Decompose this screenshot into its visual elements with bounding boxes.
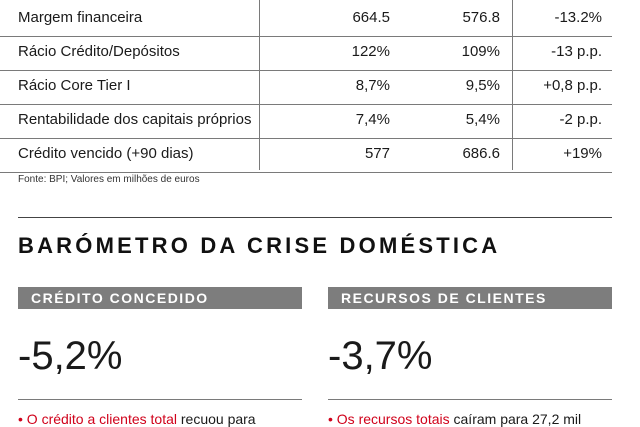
row-value-1: 8,7% bbox=[355, 77, 390, 94]
row-label: Margem financeira bbox=[18, 9, 143, 26]
panel-highlight: Os recursos totais bbox=[336, 411, 450, 427]
panel-credito-concedido bbox=[18, 287, 302, 427]
row-value-1: 122% bbox=[351, 43, 390, 60]
row-value-2: 686.6 bbox=[462, 145, 500, 162]
row-change: -2 p.p. bbox=[559, 111, 602, 128]
source-note: Fonte: BPI; Valores em milhões de euros bbox=[18, 174, 200, 185]
row-label: Rácio Core Tier I bbox=[18, 77, 131, 94]
panel-divider bbox=[18, 399, 302, 400]
row-change: -13 p.p. bbox=[551, 43, 602, 60]
table-row bbox=[0, 68, 612, 105]
bullet-icon: • bbox=[328, 411, 333, 427]
section-divider bbox=[18, 217, 612, 218]
panel-header: RECURSOS DE CLIENTES bbox=[328, 287, 612, 309]
panel-body: recuou para bbox=[176, 411, 256, 427]
row-value-2: 576.8 bbox=[462, 9, 500, 26]
row-change: +19% bbox=[563, 145, 602, 162]
row-change: -13.2% bbox=[554, 9, 602, 26]
row-value-1: 664.5 bbox=[352, 9, 390, 26]
panel-text bbox=[328, 411, 612, 427]
table-row bbox=[0, 0, 612, 37]
row-label: Rácio Crédito/Depósitos bbox=[18, 43, 180, 60]
panel-body: caíram para 27,2 mil bbox=[449, 411, 582, 427]
panel-value: -3,7% bbox=[328, 334, 433, 378]
bullet-icon: • bbox=[18, 411, 23, 427]
panel-divider bbox=[328, 399, 612, 400]
panel-text bbox=[18, 411, 302, 427]
row-label: Crédito vencido (+90 dias) bbox=[18, 145, 194, 162]
row-value-2: 9,5% bbox=[465, 77, 500, 94]
section-title: BARÓMETRO DA CRISE DOMÉSTICA bbox=[18, 233, 501, 258]
panel-recursos-clientes bbox=[328, 287, 612, 427]
row-value-1: 7,4% bbox=[355, 111, 390, 128]
row-value-2: 109% bbox=[461, 43, 500, 60]
table-row bbox=[0, 102, 612, 139]
panel-value: -5,2% bbox=[18, 334, 123, 378]
column-divider bbox=[259, 0, 260, 170]
row-label: Rentabilidade dos capitais próprios bbox=[18, 111, 252, 128]
row-value-1: 577 bbox=[364, 145, 390, 162]
column-divider bbox=[512, 0, 513, 170]
panel-highlight: O crédito a clientes total bbox=[26, 411, 177, 427]
table-row bbox=[0, 34, 612, 71]
table-row bbox=[0, 136, 612, 173]
row-value-2: 5,4% bbox=[465, 111, 500, 128]
panel-header: CRÉDITO CONCEDIDO bbox=[18, 287, 302, 309]
row-change: +0,8 p.p. bbox=[543, 77, 602, 94]
